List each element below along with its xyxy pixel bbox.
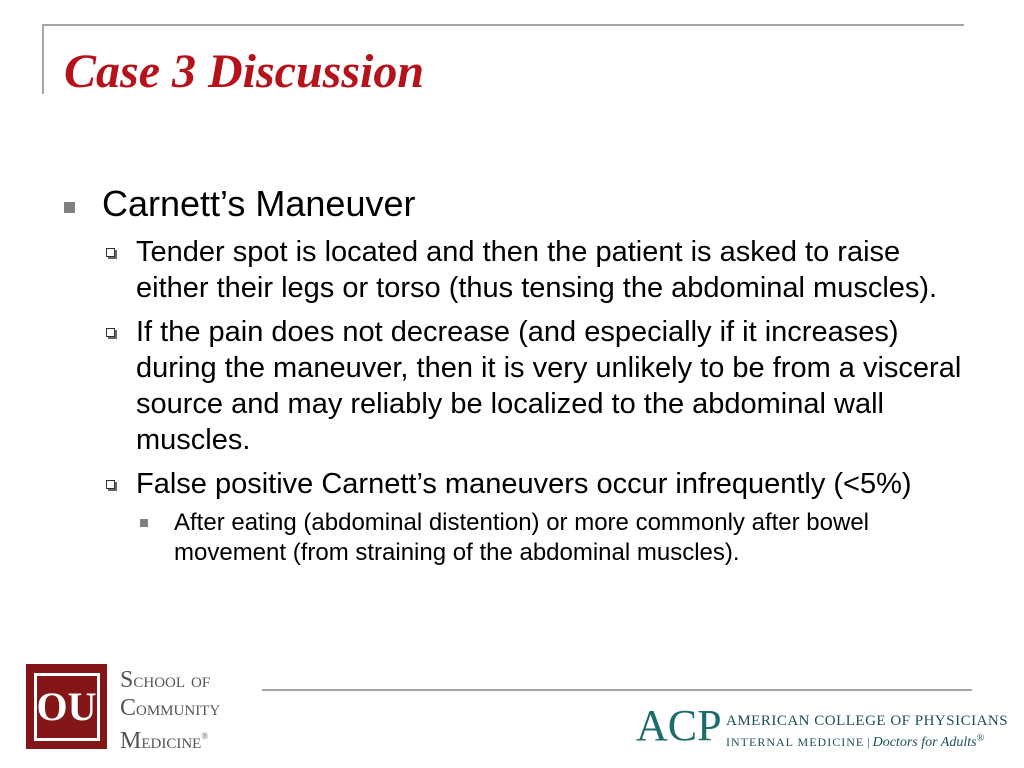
hollow-square-bullet-icon <box>106 480 115 489</box>
slide-body <box>62 182 972 568</box>
bullet-text: False positive Carnett’s maneuvers occur infrequently (<5%) <box>136 468 912 500</box>
acp-name: AMERICAN COLLEGE OF PHYSICIANS <box>726 713 1009 729</box>
square-bullet-icon <box>64 202 75 213</box>
bullet-text: Carnett’s Maneuver <box>102 183 416 224</box>
school-of-community-medicine-wordmark <box>120 668 220 757</box>
school-line-1: SCHOOL OF <box>120 667 211 693</box>
ou-logo-mark: OU <box>34 673 100 741</box>
acp-logo: ACP <box>636 701 722 750</box>
bullet-text: If the pain does not decrease (and especially if it increases) during the maneuver, then it is very unlikely to be from a visceral source and may reliably be localized to the abdominal wall muscles. <box>136 316 962 456</box>
hollow-square-bullet-icon <box>106 248 115 257</box>
square-bullet-icon <box>140 519 148 527</box>
slide-title: Case 3 Discussion <box>64 45 425 98</box>
footer-rule <box>262 689 972 691</box>
hollow-square-bullet-icon <box>106 328 115 337</box>
bullet-level-2 <box>136 466 972 502</box>
bullet-text: After eating (abdominal distention) or more commonly after bowel movement (from straining of the abdominal muscles). <box>174 509 869 566</box>
top-rule <box>42 24 964 26</box>
bullet-text: Tender spot is located and then the patient is asked to raise either their legs or torso (thus tensing the abdominal muscles). <box>136 236 938 304</box>
left-rule <box>42 24 44 94</box>
school-line-2: COMMUNITY <box>120 695 221 721</box>
bullet-level-2 <box>136 234 972 306</box>
bullet-level-3 <box>174 508 972 568</box>
bullet-level-1 <box>62 182 972 226</box>
bullet-level-2 <box>136 314 972 458</box>
acp-tagline: INTERNAL MEDICINE | Doctors for Adults® <box>726 733 985 750</box>
school-line-3: MEDICINE® <box>120 728 209 754</box>
ou-logo <box>26 664 107 749</box>
